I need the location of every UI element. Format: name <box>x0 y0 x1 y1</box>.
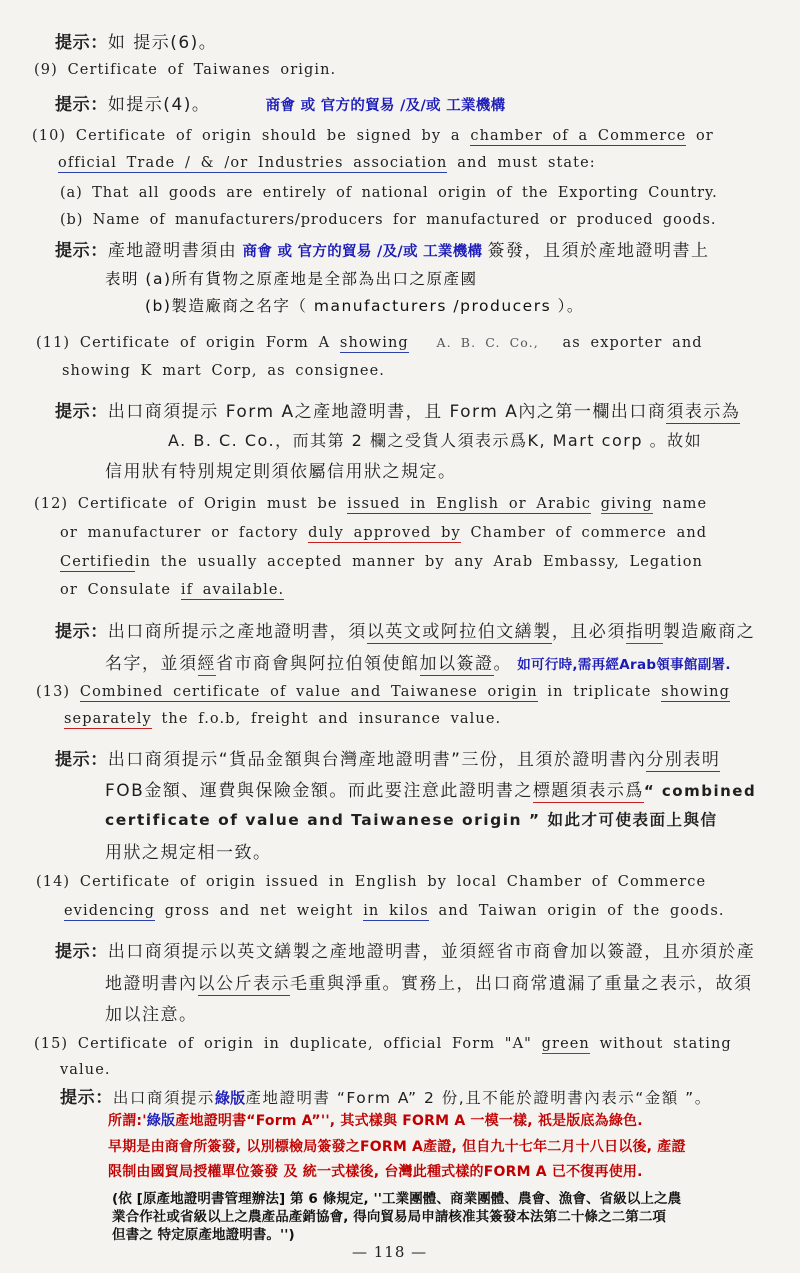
item-14-hint-line-3: 加以注意。 <box>105 1005 198 1025</box>
item-12-line-1: (12) Certificate of Origin must be issued in English or Arabic giving name <box>34 496 708 512</box>
item-9-number: (9) <box>34 62 58 78</box>
item-12-line-4: or Consulate if available. <box>60 582 285 598</box>
item-9-blue-note: 商會 或 官方的貿易 /及/或 工業機構 <box>265 98 506 114</box>
item-11-hint-line-3: 信用狀有特別規定則須依屬信用狀之規定。 <box>105 462 457 482</box>
item-13-hint-line-1: 提示：出口商須提示“貨品金額與台灣產地證明書”三份，且須於證明書內分別表明 <box>55 750 721 770</box>
note-black-line-3: 但書之 特定原產地證明書。'') <box>112 1227 295 1243</box>
item-11-line-1: (11) Certificate of origin Form A showing A. B. C. Co., as exporter and <box>36 335 703 351</box>
item-10-number: (10) <box>32 128 67 144</box>
item-12-hint-line-2: 名字，並須經省市商會與阿拉伯領使館加以簽證。 如可行時,需再經Arab領事館副署. <box>105 654 731 674</box>
item-10-hint-line-1: 提示：產地證明書須由 商會 或 官方的貿易 /及/或 工業機構 簽發，且須於產地證明書上 <box>55 241 710 261</box>
item-10-line-1: (10) Certificate of origin should be signed by a chamber of a Commerce or <box>32 128 714 144</box>
item-13-line-1: (13) Combined certificate of value and Taiwanese origin in triplicate showing <box>36 684 730 700</box>
item-10-line-3: (a) That all goods are entirely of national origin of the Exporting Country. <box>60 185 718 201</box>
note-black-line-2: 業合作社或省級以上之農產品產銷協會, 得向貿易局申請核准其簽發本法第二十條之二第二項 <box>112 1209 667 1225</box>
note-black-line-1: (依 [原產地證明書管理辦法] 第 6 條規定, ''工業團體、商業團體、農會、漁會、省級以上之農 <box>112 1191 682 1207</box>
item-10-line-2: official Trade / & /or Industries association and must state: <box>58 155 596 171</box>
item-10-hint-line-3: (b)製造廠商之名字（ manufacturers /producers ）。 <box>145 297 584 315</box>
page-number: — 118 — <box>352 1243 428 1261</box>
item-12-number: (12) <box>34 496 69 512</box>
item-9-hint: 提示：如提示(4)。 商會 或 官方的貿易 /及/或 工業機構 <box>55 95 506 115</box>
item-14-line-2: evidencing gross and net weight in kilos and Taiwan origin of the goods. <box>64 903 725 919</box>
item-15-hint-line-1: 提示：出口商須提示綠版產地證明書 “Form A” 2 份,且不能於證明書內表示“金額 ”。 <box>60 1088 712 1108</box>
item-12-blue-note: 如可行時,需再經Arab領事館副署. <box>517 657 731 673</box>
item-11-number: (11) <box>36 335 71 351</box>
note-red-line-2: 早期是由商會所簽發, 以別標檢局簽發之FORM A產證, 但自九十七年二月十八日以後, 產證 <box>108 1139 686 1155</box>
item-13-hint-line-4: 用狀之規定相一致。 <box>105 843 272 863</box>
item-10-line-4: (b) Name of manufacturers/producers for manufactured or produced goods. <box>60 212 717 228</box>
item-11-hint-line-2: A. B. C. Co.，而其第 2 欄之受貨人須表示爲K, Mart corp 。故如 <box>168 431 703 450</box>
item-15-line-1: (15) Certificate of origin in duplicate, official Form "A" green without stating <box>34 1036 732 1052</box>
item-13-hint-line-2: FOB金額、運費與保險金額。而此要注意此證明書之標題須表示爲“ combined <box>105 781 757 801</box>
item-12-line-3: Certifiedin the usually accepted manner by any Arab Embassy, Legation <box>60 554 703 570</box>
note-red-line-3: 限制由國貿局授權單位簽發 及 統一式樣後, 台灣此種式樣的FORM A 已不復再使用. <box>108 1164 643 1180</box>
item-12-line-2: or manufacturer or factory duly approved by Chamber of commerce and <box>60 525 708 541</box>
item-12-hint-line-1: 提示：出口商所提示之產地證明書，須以英文或阿拉伯文繕製，且必須指明製造廠商之 <box>55 622 756 642</box>
item-13-line-2: separately the f.o.b, freight and insurance value. <box>64 711 502 727</box>
item-14-hint-line-1: 提示：出口商須提示以英文繕製之產地證明書，並須經省市商會加以簽證，且亦須於產 <box>55 942 756 962</box>
item-14-number: (14) <box>36 874 71 890</box>
item-15-number: (15) <box>34 1036 69 1052</box>
item-13-number: (13) <box>36 684 71 700</box>
top-hint: 提示：如 提示(6)。 <box>55 33 218 53</box>
item-13-hint-line-3: certificate of value and Taiwanese origin ” 如此才可使表面上與信 <box>105 811 718 829</box>
item-11-hint-line-1: 提示：出口商須提示 Form A之產地證明書，且 Form A內之第一欄出口商須表示為 <box>55 402 741 422</box>
item-15-line-2: value. <box>60 1062 111 1078</box>
item-14-line-1: (14) Certificate of origin issued in English by local Chamber of Commerce <box>36 874 707 890</box>
item-9: (9) Certificate of Taiwanes origin. <box>34 62 337 78</box>
note-red-line-1: 所謂:'綠版產地證明書“Form A”'', 其式樣與 FORM A 一模一樣, 祇是版底為綠色. <box>108 1113 643 1129</box>
item-14-hint-line-2: 地證明書內以公斤表示毛重與淨重。實務上，出口商常遺漏了重量之表示，故須 <box>105 974 753 994</box>
item-11-line-2: showing K mart Corp, as consignee. <box>62 363 386 379</box>
item-10-hint-line-2: 表明 (a)所有貨物之原產地是全部為出口之原產國 <box>105 270 478 288</box>
